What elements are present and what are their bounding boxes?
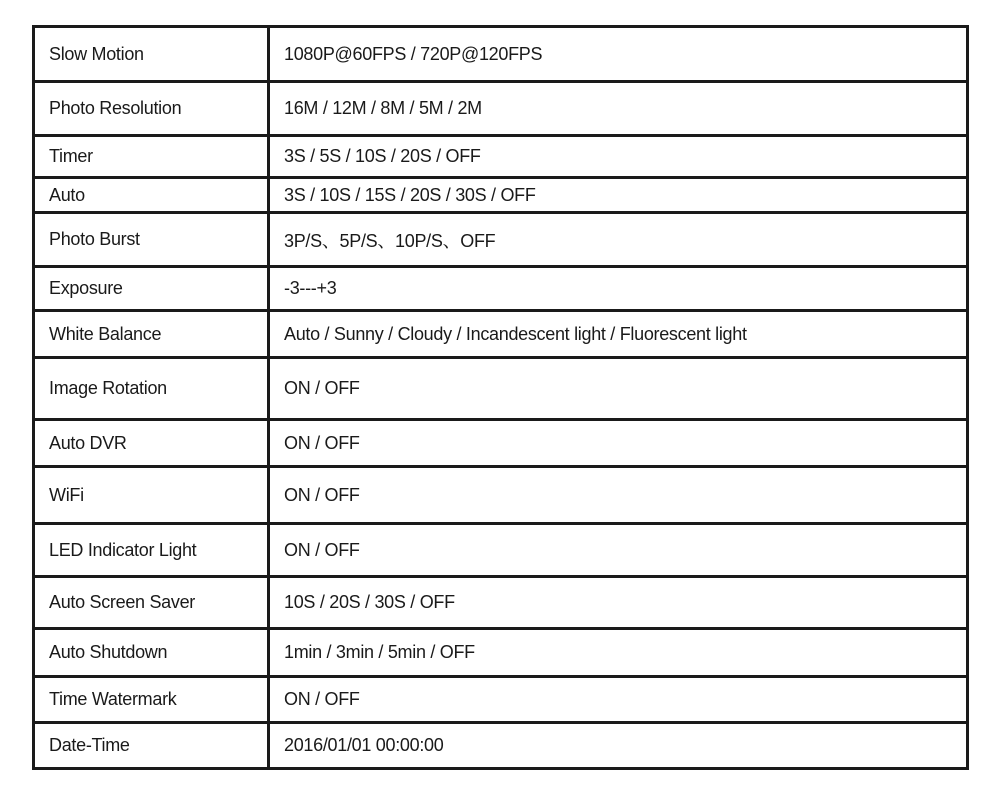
table-row: [34, 524, 968, 577]
row-label: Photo Burst: [34, 213, 269, 267]
row-label: WiFi: [34, 467, 269, 524]
spec-table-body: [34, 27, 968, 769]
row-value: 3S / 10S / 15S / 20S / 30S / OFF: [269, 178, 968, 213]
table-row: [34, 136, 968, 178]
row-value: Auto / Sunny / Cloudy / Incandescent light / Fluorescent light: [269, 311, 968, 358]
table-row: [34, 82, 968, 136]
row-value: 2016/01/01 00:00:00: [269, 723, 968, 769]
row-value: 1080P@60FPS / 720P@120FPS: [269, 27, 968, 82]
row-value: 16M / 12M / 8M / 5M / 2M: [269, 82, 968, 136]
row-value: -3---+3: [269, 267, 968, 311]
row-label: LED Indicator Light: [34, 524, 269, 577]
row-value: ON / OFF: [269, 677, 968, 723]
row-label: Slow Motion: [34, 27, 269, 82]
row-label: Auto Shutdown: [34, 629, 269, 677]
table-row: [34, 577, 968, 629]
row-value: ON / OFF: [269, 420, 968, 467]
row-value: 3P/S、5P/S、10P/S、OFF: [269, 213, 968, 267]
row-value: ON / OFF: [269, 524, 968, 577]
table-row: [34, 178, 968, 213]
table-row: [34, 723, 968, 769]
spec-table: [32, 25, 969, 770]
table-row: [34, 27, 968, 82]
row-value: 1min / 3min / 5min / OFF: [269, 629, 968, 677]
row-value: 3S / 5S / 10S / 20S / OFF: [269, 136, 968, 178]
row-value: 10S / 20S / 30S / OFF: [269, 577, 968, 629]
row-label: Timer: [34, 136, 269, 178]
row-label: White Balance: [34, 311, 269, 358]
row-value: ON / OFF: [269, 358, 968, 420]
table-row: [34, 267, 968, 311]
table-row: [34, 467, 968, 524]
row-label: Auto: [34, 178, 269, 213]
row-label: Time Watermark: [34, 677, 269, 723]
row-label: Image Rotation: [34, 358, 269, 420]
row-label: Auto DVR: [34, 420, 269, 467]
table-row: [34, 629, 968, 677]
row-label: Auto Screen Saver: [34, 577, 269, 629]
row-label: Date-Time: [34, 723, 269, 769]
row-value: ON / OFF: [269, 467, 968, 524]
table-row: [34, 420, 968, 467]
row-label: Photo Resolution: [34, 82, 269, 136]
table-row: [34, 213, 968, 267]
table-row: [34, 311, 968, 358]
row-label: Exposure: [34, 267, 269, 311]
table-row: [34, 358, 968, 420]
table-row: [34, 677, 968, 723]
